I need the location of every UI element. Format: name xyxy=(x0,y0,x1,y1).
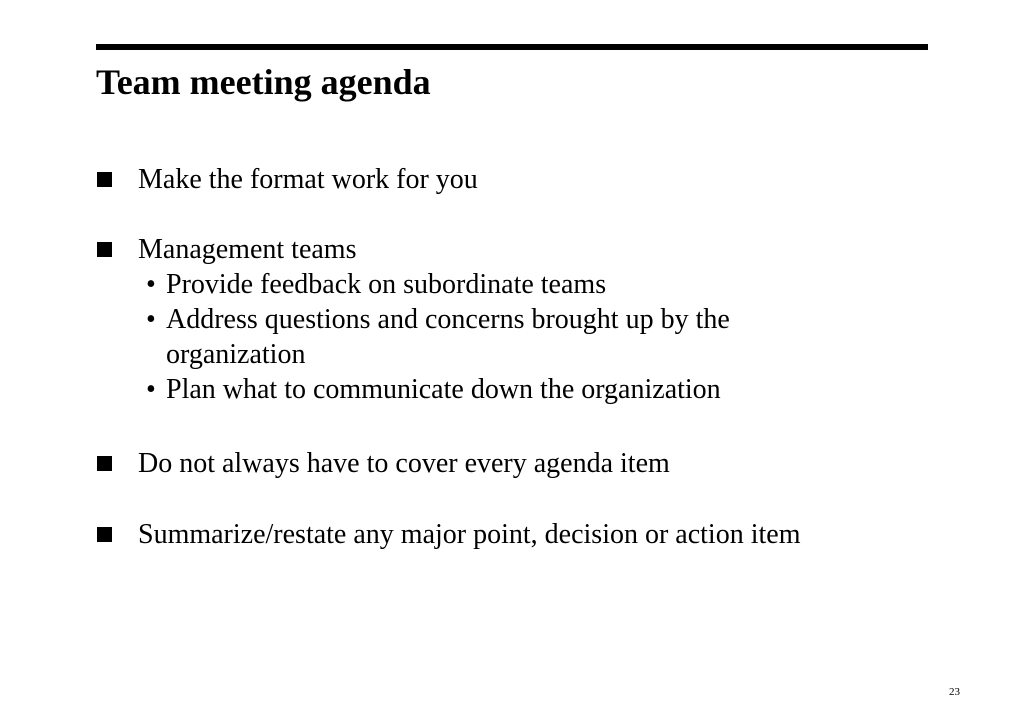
black-square-icon xyxy=(97,456,112,471)
sub-bullet-text: Plan what to communicate down the organization xyxy=(166,374,721,405)
bullet-dot-icon: • xyxy=(146,269,156,300)
title-divider xyxy=(96,44,928,50)
black-square-icon xyxy=(97,242,112,257)
bullet-dot-icon: • xyxy=(146,304,156,335)
bullet-dot-icon: • xyxy=(146,374,156,405)
bullet-item-format xyxy=(97,162,917,197)
bullet-item-summarize xyxy=(97,517,917,552)
black-square-icon xyxy=(97,172,112,187)
bullet-text: Summarize/restate any major point, decision or action item xyxy=(138,519,801,550)
bullet-text: Do not always have to cover every agenda item xyxy=(138,448,670,479)
bullet-item-management-teams xyxy=(97,232,917,407)
bullet-text: Management teams xyxy=(138,234,357,265)
bullet-text: Make the format work for you xyxy=(138,164,478,195)
black-square-icon xyxy=(97,527,112,542)
sub-bullet-text: Address questions and concerns brought up by the organization xyxy=(166,304,730,370)
sub-bullet-item xyxy=(146,372,917,407)
sub-bullet-item xyxy=(146,302,917,372)
sub-bullet-list xyxy=(146,267,917,407)
slide-title: Team meeting agenda xyxy=(96,62,431,102)
bullet-item-agenda-coverage xyxy=(97,446,917,481)
sub-bullet-item xyxy=(146,267,917,302)
page-number: 23 xyxy=(949,686,960,698)
sub-bullet-text: Provide feedback on subordinate teams xyxy=(166,269,607,300)
